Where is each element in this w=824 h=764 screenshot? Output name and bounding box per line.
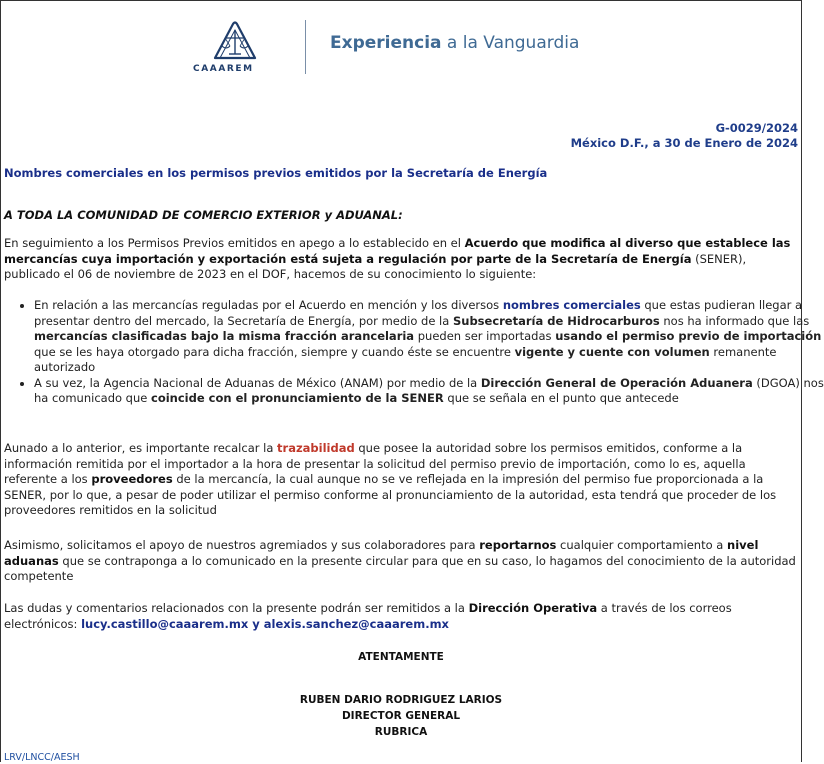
- intro-paragraph: [4, 236, 799, 283]
- traceability-highlight: trazabilidad: [277, 441, 355, 455]
- signature-note: RUBRICA: [374, 726, 428, 738]
- bullet-1-text: nos ha informado que las: [659, 313, 810, 328]
- para2-text: de la mercancía, la cual aunque no se ve reflejada en la impresión del permiso fue proporcionada a la SENER, por lo que, a pesar de poder utilizar el permiso conforme al pronunciamiento de la autoridad, esta tendrá que proceder de los proveedores remitidos en la solicitud: [4, 472, 777, 517]
- bullet-1-text: En relación a las mercancías reguladas por el Acuerdo en mención y los diversos: [34, 298, 503, 312]
- para4-bold: Dirección Operativa: [468, 601, 598, 615]
- tagline: [330, 33, 580, 53]
- bullet-item: [34, 376, 824, 407]
- bullet-2-text: A su vez, la Agencia Nacional de Aduanas de México (ANAM) por medio de la: [34, 375, 481, 390]
- bullet-item: [34, 298, 824, 376]
- circular-number: G-0029/2024: [715, 121, 798, 135]
- bullet-1-text: que se les haya otorgado para dicha fracción, siempre y cuando éste se encuentre: [34, 344, 515, 359]
- para3-bold: nivel aduanas: [4, 538, 759, 568]
- para3-text: que se contraponga a lo comunicado en la presente circular para que en su caso, lo hagamos del conocimiento de la autoridad competente: [4, 553, 796, 583]
- intro-text-2: (SENER), publicado el 06 de noviembre de 2023 en el DOF, hacemos de su conocimiento lo siguiente:: [4, 251, 747, 281]
- closing: ATENTAMENTE: [358, 651, 444, 663]
- subject-line: Nombres comerciales en los permisos previos emitidos por la Secretaría de Energía: [4, 166, 548, 180]
- contact-paragraph: [4, 601, 799, 632]
- bullet-2-bold: coincide con el pronunciamiento de la SENER: [151, 391, 444, 405]
- intro-bold-1: Acuerdo que modifica al diverso que establece las mercancías cuya importación y exportación está sujeta a regulación por parte de la Secretaría de Energía: [4, 236, 791, 266]
- para4-text: Las dudas y comentarios relacionados con la presente podrán ser remitidos a la: [4, 601, 469, 615]
- letterhead: [187, 16, 617, 76]
- bullet-2-text: que se señala en el punto que antecede: [443, 391, 679, 405]
- place-date: México D.F., a 30 de Enero de 2024: [570, 136, 798, 150]
- para2-bold: proveedores: [91, 472, 173, 486]
- report-paragraph: [4, 538, 799, 585]
- para2-text: que posee la autoridad sobre los permisos emitidos, conforme a la información remitida por el importador a la hora de presentar la solicitud del permiso previo de importación, como lo es, aquella referente a los: [4, 441, 746, 486]
- bullet-1-text: que estas pudieran llegar a presentar dentro del mercado, la Secretaría de Energía, por medio de la: [34, 298, 803, 328]
- logo-wordmark: CAAAREM: [193, 64, 254, 74]
- bullet-1-highlight: nombres comerciales: [502, 298, 641, 312]
- bullet-1-bold: mercancías clasificadas bajo la misma fracción arancelaria: [34, 329, 415, 343]
- header-divider: [305, 20, 306, 74]
- para3-text: cualquier comportamiento a: [556, 538, 728, 552]
- signatory-name: RUBEN DARIO RODRIGUEZ LARIOS: [299, 694, 503, 706]
- bullet-1-bold: usando el permiso previo de importación: [555, 329, 822, 343]
- para3-bold: reportarnos: [479, 538, 557, 552]
- reference-block: [571, 121, 798, 151]
- signature-block: [1, 692, 801, 740]
- bullet-1-bold: Subsecretaría de Hidrocarburos: [452, 313, 660, 328]
- bullet-2-text: (DGOA) nos ha comunicado que: [34, 375, 824, 405]
- para4-text: a través de los correos electrónicos:: [4, 601, 732, 631]
- bullet-2-bold: Dirección General de Operación Aduanera: [480, 375, 753, 390]
- contact-emails-link[interactable]: lucy.castillo@caaarem.mx y alexis.sanchez@caaarem.mx: [81, 616, 449, 631]
- bullet-1-bold: vigente y cuente con volumen: [514, 344, 710, 359]
- para2-text: Aunado a lo anterior, es importante recalcar la: [4, 441, 278, 455]
- bullet-list: [1, 298, 824, 407]
- intro-text-1: En seguimiento a los Permisos Previos emitidos en apego a lo establecido en el: [4, 236, 465, 250]
- author-initials: LRV/LNCC/AESH: [4, 752, 80, 763]
- tagline-rest: a la Vanguardia: [441, 33, 580, 53]
- addressee: A TODA LA COMUNIDAD DE COMERCIO EXTERIOR y ADUANAL:: [4, 208, 403, 222]
- traceability-paragraph: [4, 441, 799, 519]
- caaarem-logo: [187, 16, 287, 76]
- bullet-1-text: remanente autorizado: [34, 344, 777, 374]
- tagline-bold: Experiencia: [330, 33, 442, 53]
- signatory-title: DIRECTOR GENERAL: [341, 710, 461, 722]
- bullet-1-text: pueden ser importadas: [414, 329, 556, 343]
- para3-text: Asimismo, solicitamos el apoyo de nuestros agremiados y sus colaboradores para: [4, 538, 480, 552]
